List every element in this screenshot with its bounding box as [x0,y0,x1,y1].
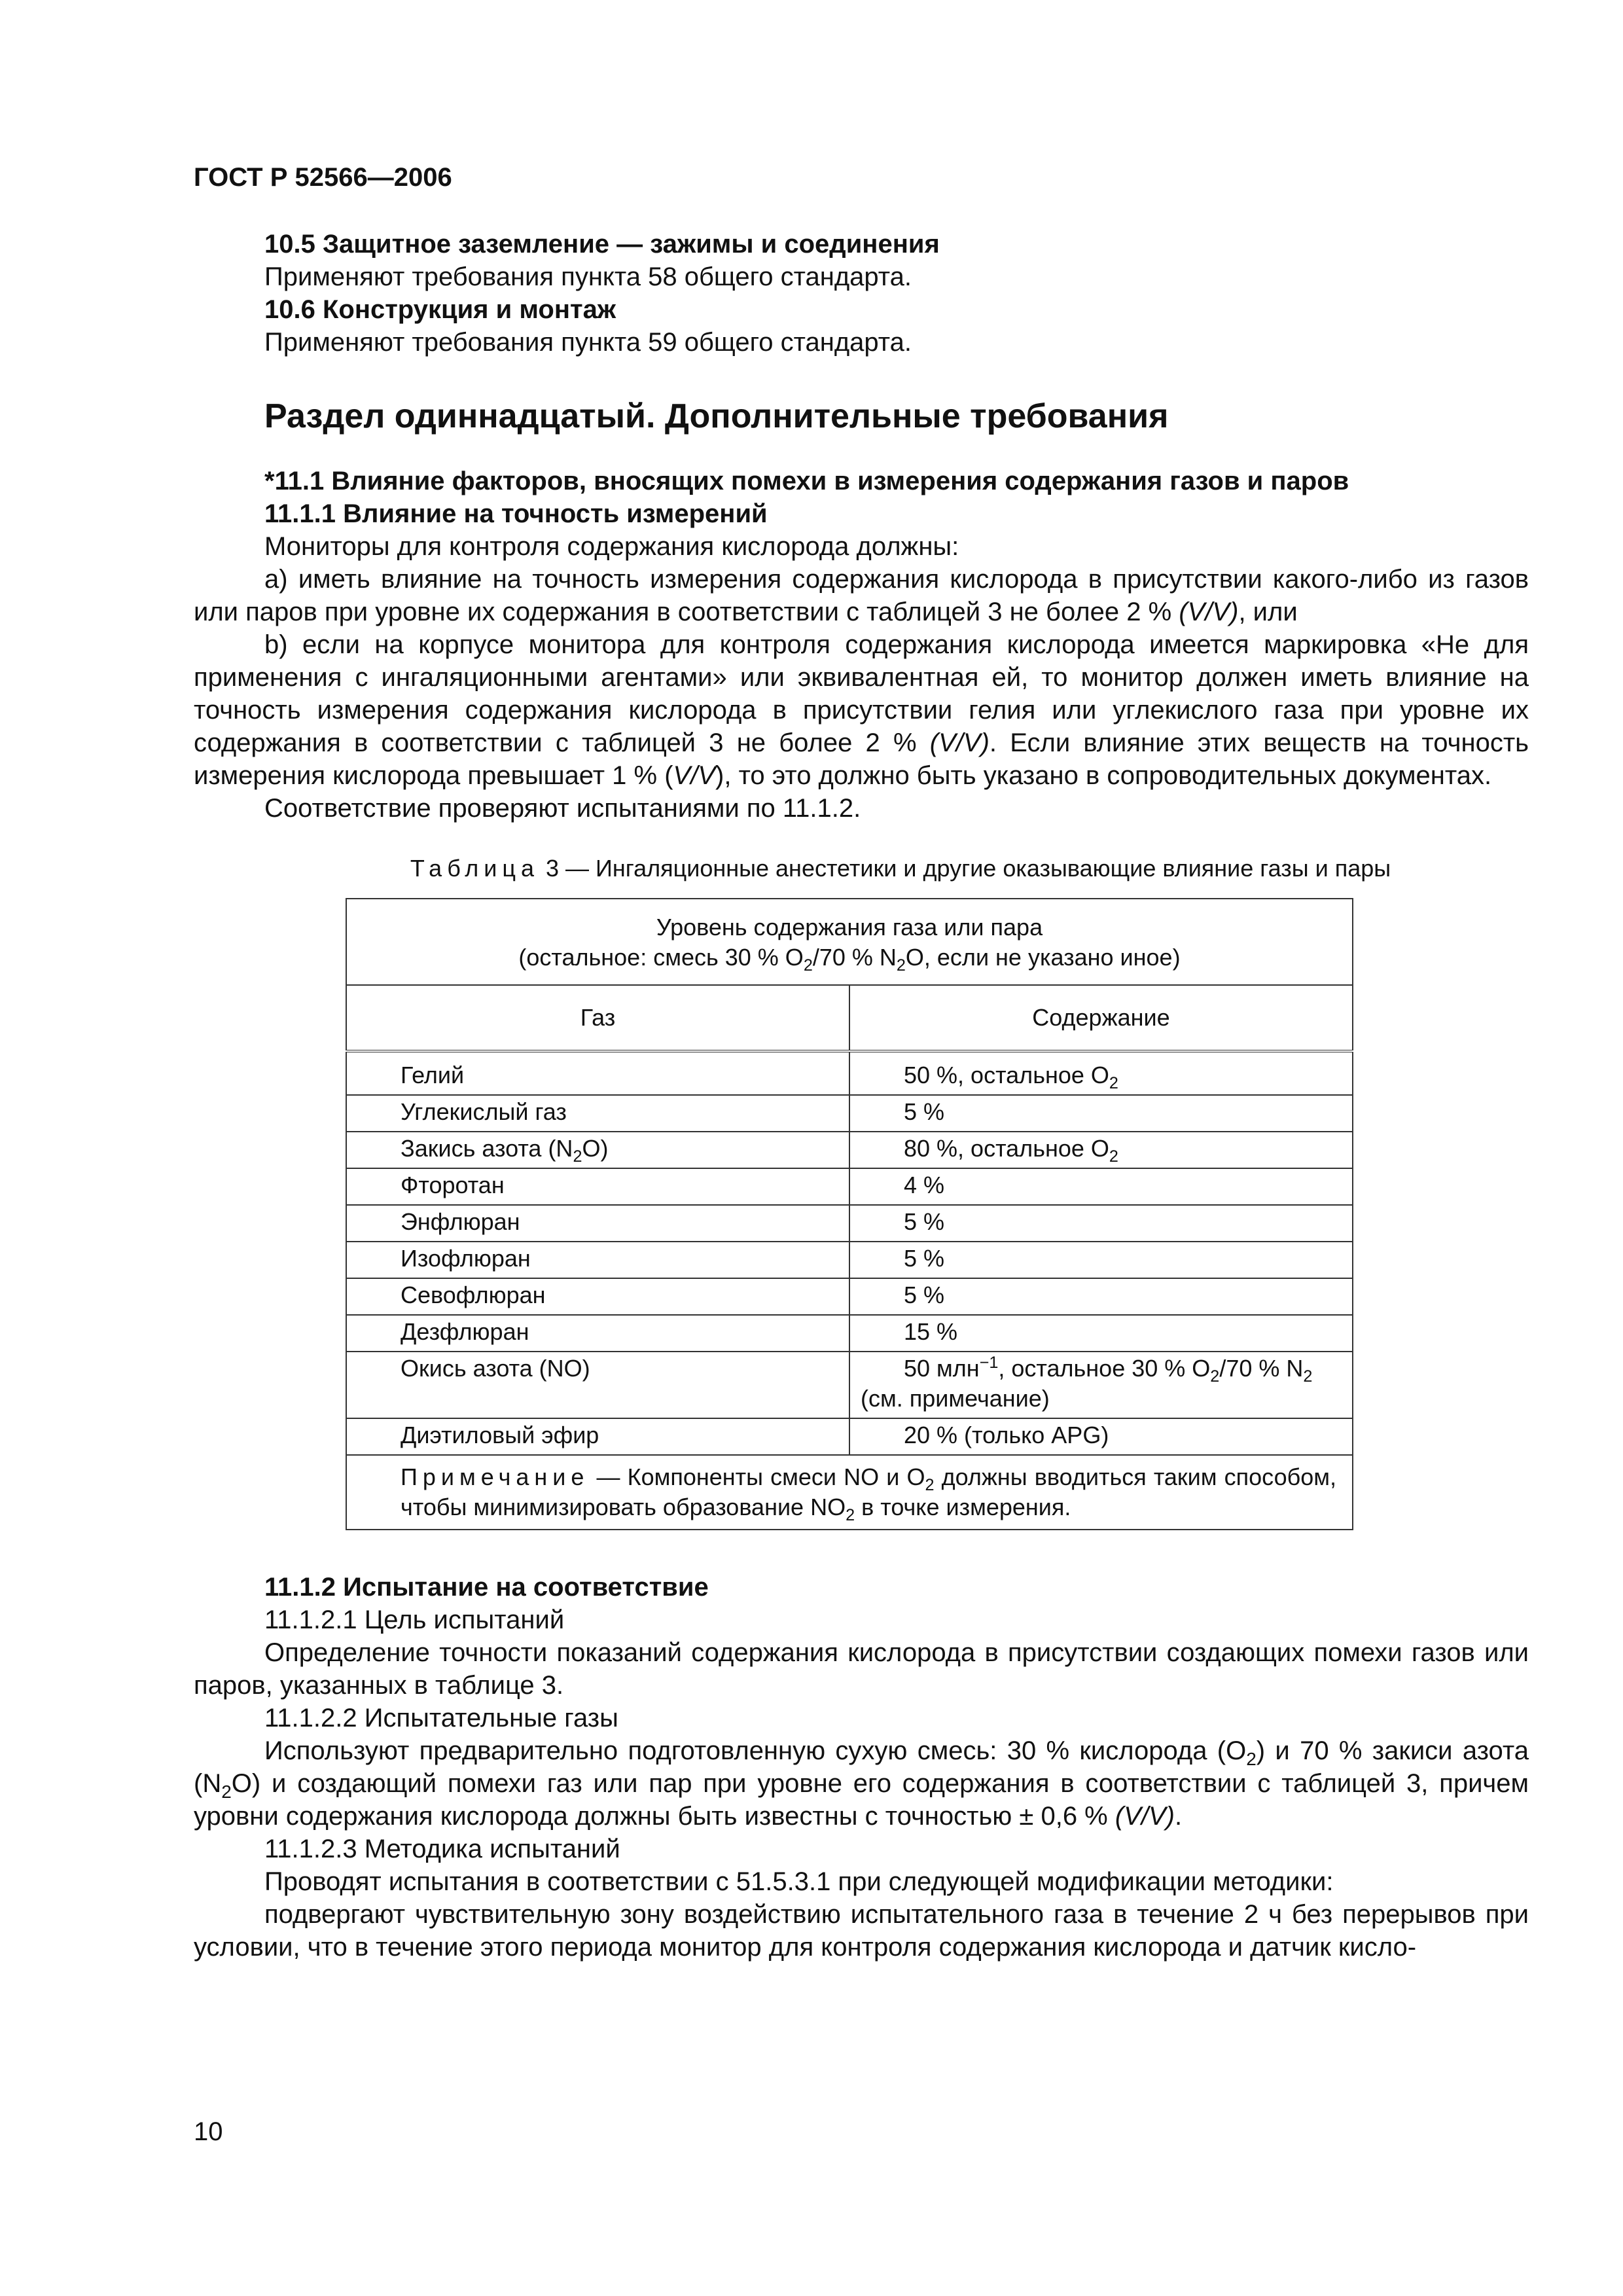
section-10-5-title: 10.5 Защитное заземление — зажимы и соединения [264,230,940,259]
table-row: Гелий 50 %, остальное $O_2$ [346,1051,1353,1095]
table-3 [346,898,1353,1530]
section-11-1-2-3-continuation: подвергают чувствительную зону воздействию испытательного газа в течение 2 ч без перерывов при условии, что в течение этого периода монитор для контроля содержания кислорода и датчик кисло- [194,1900,1529,1962]
compliance-statement: Соответствие проверяют испытаниями по 11.1.2. [264,794,861,823]
section-10-6-text: Применяют требования пункта 59 общего стандарта. [264,328,912,357]
section-10-6-title: 10.6 Конструкция и монтаж [264,295,616,324]
section-11-1-2-1-title: 11.1.2.1 Цель испытаний [264,1605,565,1634]
table-row: Диэтиловый эфир 20 % (только APG) [346,1418,1353,1455]
table-row: Фторотан 4 % [346,1168,1353,1205]
table-row: Севофлюран 5 % [346,1278,1353,1315]
table-header-level: Уровень содержания газа или пара (остальное: смесь 30 % $O_2/70$ % $N_2O$, если не указано иное) [346,899,1353,985]
column-header-gas: Газ [346,985,849,1051]
page-number: 10 [194,2117,223,2146]
requirement-item-a: a) иметь влияние на точность измерения содержания кислорода в присутствии какого-либо из газов или паров при уровне их содержания в соответствии с таблицей 3 не более 2 % (V/V), или [194,565,1529,626]
section-11-1-title: *11.1 Влияние факторов, вносящих помехи в измерения содержания газов и паров [264,467,1349,495]
standard-header: ГОСТ Р 52566—2006 [194,163,452,192]
section-10-5-text: Применяют требования пункта 58 общего стандарта. [264,262,912,291]
table-row: Энфлюран 5 % [346,1205,1353,1242]
table-header-row [346,899,1353,985]
table-row: Дезфлюран 15 % [346,1315,1353,1352]
section-11-1-2-2-text: Используют предварительно подготовленную сухую смесь: 30 % кислорода $(O_2)$ и 70 % закиси азота $(N_2O)$ и создающий помехи газ или пар при уровне его содержания в соответствии с таблицей 3, причем уровни содержания кислорода должны быть известны с точностью ± 0,6 % (V/V). [194,1736,1529,1831]
section-11-1-2-title: 11.1.2 Испытание на соответствие [264,1573,709,1602]
section-11-1-2-3-text: Проводят испытания в соответствии с 51.5.3.1 при следующей модификации методики: [264,1867,1334,1896]
section-11-1-2-2-title: 11.1.2.2 Испытательные газы [264,1704,618,1732]
section-11-1-2-1-text: Определение точности показаний содержания кислорода в присутствии создающих помехи газов или паров, указанных в таблице 3. [194,1638,1529,1700]
table-row: Закись азота $(N_2O)$ 80 %, остальное $O_2$ [346,1132,1353,1168]
requirement-item-b: b) если на корпусе монитора для контроля содержания кислорода имеется маркировка «Не для применения с ингаляционными агентами» или эквивалентная ей, то монитор должен иметь влияние на точность измерения содержания кислорода в присутствии гелия или углекислого газа при уровне их содержания в соответствии с таблицей 3 не более 2 % (V/V). Если влияние этих веществ на точность измерения кислорода превышает 1 % (V/V), то это должно быть указано в сопроводительных документах. [194,630,1529,790]
table-3-caption: Таблица 3 — Ингаляционные анестетики и другие оказывающие влияние газы и пары [410,855,1391,882]
table-note: Примечание — Компоненты смеси NO и $O_2$ должны вводиться таким способом, чтобы минимизировать образование $NO_2$ в точке измерения. [346,1455,1353,1530]
page-content [194,228,1529,1964]
table-note-row [346,1455,1353,1530]
section-11-heading: Раздел одиннадцатый. Дополнительные требования [264,397,1169,435]
section-11-1-1-title: 11.1.1 Влияние на точность измерений [264,499,768,528]
table-row: Изофлюран 5 % [346,1242,1353,1278]
column-header-content: Содержание [849,985,1353,1051]
table-row: Окись азота (NO) 50 млн$^{-1}$, остальное 30 % $O_2/70$ % $N_2$ (см. примечание) [346,1352,1353,1418]
table-row: Углекислый газ 5 % [346,1095,1353,1132]
section-11-1-2-3-title: 11.1.2.3 Методика испытаний [264,1835,620,1863]
table-column-headers [346,985,1353,1051]
section-11-1-1-intro: Мониторы для контроля содержания кислорода должны: [264,532,959,561]
